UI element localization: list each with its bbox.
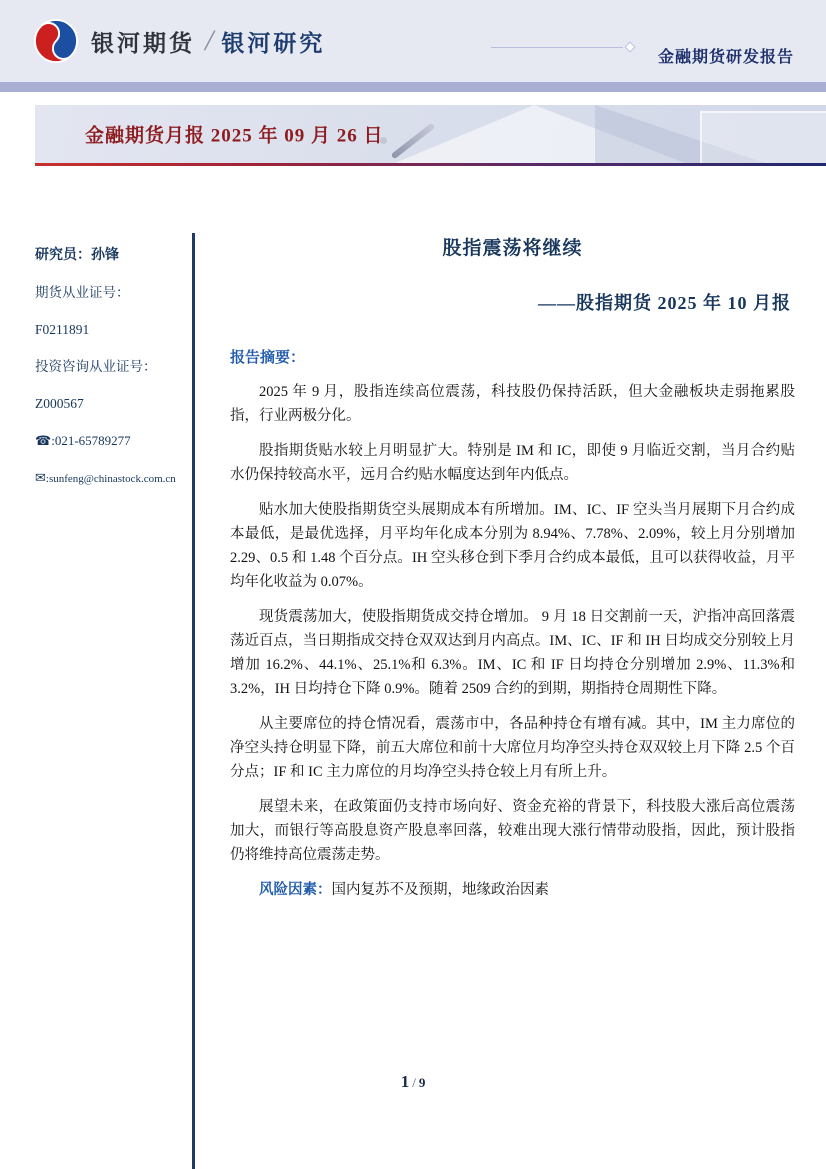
report-issue-title: 金融期货月报 2025 年 09 月 26 日 [85,125,384,147]
report-body [230,233,795,902]
brand-slash-divider: / [205,24,214,57]
vertical-divider [192,233,195,1169]
gradient-rule [35,163,826,166]
header-decorative-line [491,47,623,48]
page-number-current: 1 [400,1072,410,1091]
report-title: 股指震荡将继续 [442,238,583,259]
diamond-icon [624,41,635,52]
researcher-name: 研究员：孙锋 [35,248,119,263]
page-number-separator: / [412,1075,416,1090]
summary-paragraph: 贴水加大使股指期货空头展期成本有所增加。IM、IC、IF 空头当月展期下月合约成本最低，是最优选择，月平均年化成本分别为 8.94%、7.78%、2.09%，较上月分别增加 2.29、0.5 和 1.48 个百分点。IH 空头移仓到下季月合约成本最低，且可以获得收益，月平均年化收益为 0.07%。 [230,502,795,590]
phone-row [35,432,187,449]
galaxy-futures-logo-icon [33,18,79,64]
email-row [35,469,187,488]
phone-icon: ☎ [35,433,52,448]
summary-paragraph: 从主要席位的持仓情况看，震荡市中，各品种持仓有增有减。其中，IM 主力席位的净空头持仓明显下降，前五大席位和前十大席位月均净空头持仓双双较上月下降 2.5 个百分点；IF 和 IC 主力席位的月均净空头持仓较上月有所上升。 [230,716,795,780]
brand-name: 银河期货 [91,29,195,56]
summary-paragraph: 股指期货贴水较上月明显扩大。特别是 IM 和 IC，即使 9 月临近交割，当月合约贴水仍保持较高水平，远月合约贴水幅度达到年内低点。 [230,443,795,483]
researcher-sidebar [35,247,187,508]
phone-number: 021-65789277 [54,433,131,448]
page-header [0,0,826,82]
futures-license-number: F0211891 [35,322,90,337]
risk-factors-text: 国内复苏不及预期，地缘政治因素 [331,882,549,898]
report-type-label: 金融期货研发报告 [657,48,794,66]
advisory-license-label: 投资咨询从业证号： [35,359,157,374]
header-accent-band [0,82,826,92]
summary-paragraph: 现货震荡加大，使股指期货成交持仓增加。 9 月 18 日交割前一天，沪指冲高回落震荡近百点，当日期指成交持仓双双达到月内高点。IM、IC、IF 和 IH 日均成交分别较上月增加 16.2%、44.1%、25.1%和 6.3%。IM、IC 和 IF 日均持仓分别增加 2.9%、11.3%和 3.2%，IH 日均持仓下降 0.9%。随着 2509 合约的到期，期指持仓周期性下降。 [230,609,795,697]
email-address[interactable]: sunfeng@chinastock.com.cn [48,473,176,485]
phone-separator: : [51,433,55,448]
report-subtitle: ——股指期货 2025 年 10 月报 [538,293,791,313]
header-right-group [491,36,794,66]
titlebar-block-decoration [700,111,826,163]
advisory-license-number: Z000567 [35,396,84,411]
futures-license-label: 期货从业证号： [35,285,130,300]
email-separator: : [45,473,49,485]
risk-factors-line [230,878,795,902]
summary-paragraph: 展望未来，在政策面仍支持市场向好、资金充裕的背景下，科技股大涨后高位震荡加大，而银行等高股息资产股息率回落，较难出现大涨行情带动股指，因此，预计股指仍将维持高位震荡走势。 [230,799,795,863]
summary-heading: 报告摘要： [230,350,306,366]
risk-factors-label: 风险因素： [259,882,332,898]
email-icon: ✉ [35,470,46,485]
page-number-total: 9 [418,1075,426,1090]
summary-paragraph: 2025 年 9 月，股指连续高位震荡，科技股仍保持活跃，但大金融板块走弱拖累股指，行业两极分化。 [230,384,795,424]
sub-brand-name: 银河研究 [221,29,326,56]
summary-paragraphs [230,380,795,867]
page-number [0,1072,826,1092]
report-title-bar [35,105,826,163]
